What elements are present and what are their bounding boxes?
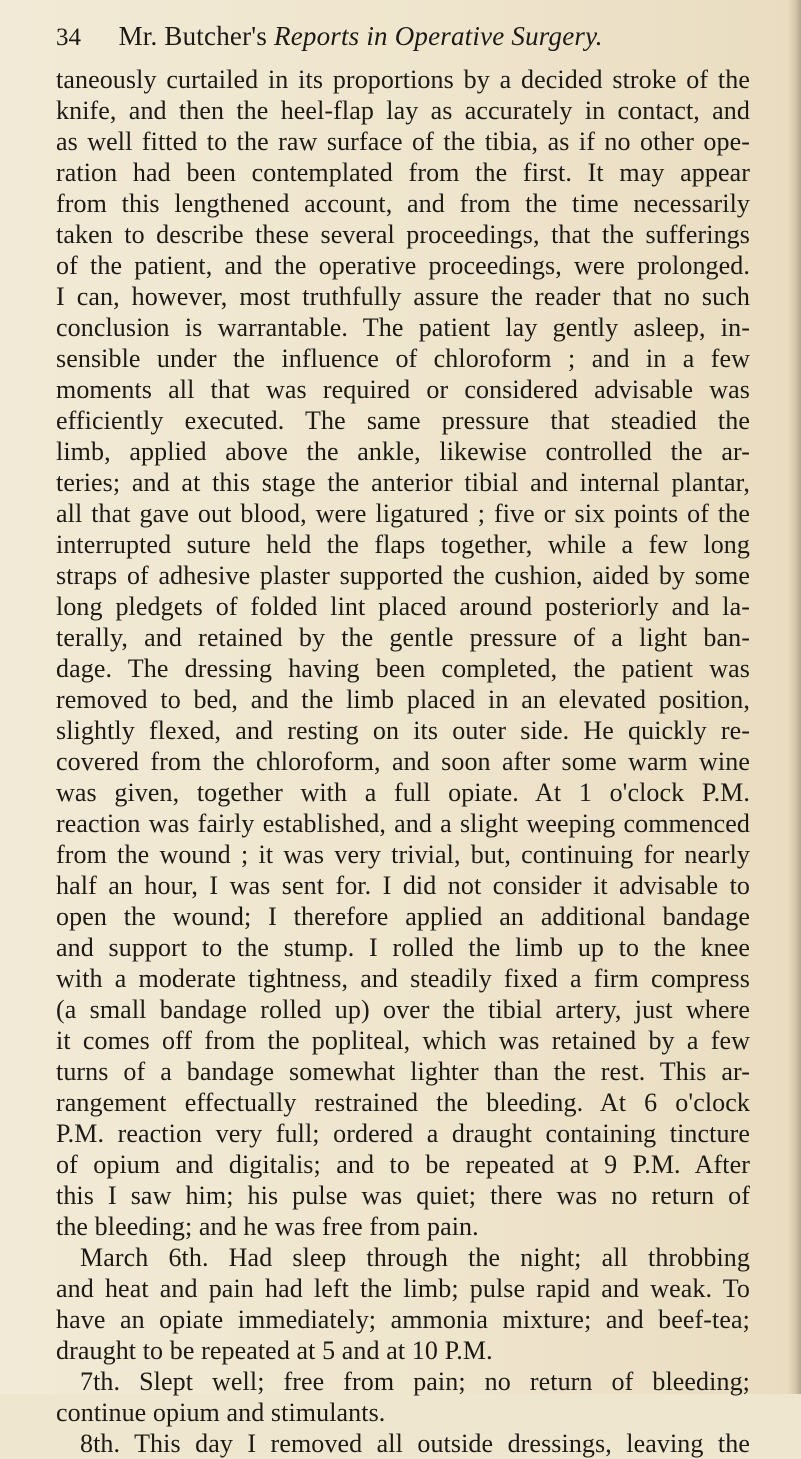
running-title [119, 21, 603, 51]
page-edge-shadow [787, 0, 801, 1394]
text-line: as well fitted to the raw surface of the tibia, as if no other ope- [56, 127, 750, 156]
text-line: taneously curtailed in its proportions by a decided stroke of the [56, 65, 750, 94]
text-line: interrupted suture held the flaps together, while a few long [56, 530, 750, 559]
text-line: efficiently executed. The same pressure that steadied the [56, 406, 750, 435]
running-header [56, 14, 761, 58]
text-line: ration had been contemplated from the first. It may appear [56, 158, 750, 187]
text-line: reaction was fairly established, and a slight weeping commenced [56, 809, 750, 838]
text-line: from the wound ; it was very trivial, but, continuing for nearly [56, 840, 750, 869]
text-line: teries; and at this stage the anterior tibial and internal plantar, [56, 468, 750, 497]
text-line: sensible under the influence of chloroform ; and in a few [56, 344, 750, 373]
text-line: and heat and pain had left the limb; pulse rapid and weak. To [56, 1274, 750, 1303]
text-line: covered from the chloroform, and soon after some warm wine [56, 747, 750, 776]
text-line: moments all that was required or considered advisable was [56, 375, 750, 404]
text-line: long pledgets of folded lint placed around posteriorly and la- [56, 592, 750, 621]
text-line: it comes off from the popliteal, which was retained by a few [56, 1026, 750, 1055]
text-line: I can, however, most truthfully assure the reader that no such [56, 282, 750, 311]
body-text [56, 64, 750, 1459]
text-line: continue opium and stimulants. [56, 1398, 386, 1427]
text-line: draught to be repeated at 5 and at 10 P.M. [56, 1336, 493, 1365]
text-line: the bleeding; and he was free from pain. [56, 1212, 479, 1241]
text-line: P.M. reaction very full; ordered a draught containing tincture [56, 1119, 750, 1148]
text-line: (a small bandage rolled up) over the tibial artery, just where [56, 995, 750, 1024]
text-line: March 6th. Had sleep through the night; all throbbing [80, 1243, 750, 1272]
text-line: turns of a bandage somewhat lighter than the rest. This ar- [56, 1057, 750, 1086]
text-line: 8th. This day I removed all outside dressings, leaving the [80, 1429, 750, 1458]
text-line: slightly flexed, and resting on its outer side. He quickly re- [56, 716, 750, 745]
text-line: straps of adhesive plaster supported the cushion, aided by some [56, 561, 750, 590]
text-line: rangement effectually restrained the bleeding. At 6 o'clock [56, 1088, 750, 1117]
text-line: terally, and retained by the gentle pressure of a light ban- [56, 623, 750, 652]
running-title-author: Mr. Butcher's [118, 21, 268, 51]
text-line: of the patient, and the operative proceedings, were prolonged. [56, 251, 750, 280]
text-line: from this lengthened account, and from the time necessarily [56, 189, 750, 218]
text-line: knife, and then the heel-flap lay as accurately in contact, and [56, 96, 750, 125]
text-line: was given, together with a full opiate. At 1 o'clock P.M. [56, 778, 750, 807]
text-line: dage. The dressing having been completed, the patient was [56, 654, 750, 683]
running-title-work: Reports in Operative Surgery. [274, 21, 603, 51]
text-line: this I saw him; his pulse was quiet; there was no return of [56, 1181, 750, 1210]
text-line: taken to describe these several proceedings, that the sufferings [56, 220, 750, 249]
text-line: have an opiate immediately; ammonia mixture; and beef-tea; [56, 1305, 750, 1334]
text-line: 7th. Slept well; free from pain; no return of bleeding; [80, 1367, 750, 1396]
text-line: open the wound; I therefore applied an additional bandage [56, 902, 750, 931]
text-line: all that gave out blood, were ligatured ; five or six points of the [56, 499, 750, 528]
text-line: removed to bed, and the limb placed in an elevated position, [56, 685, 750, 714]
text-line: of opium and digitalis; and to be repeated at 9 P.M. After [56, 1150, 750, 1179]
text-line: half an hour, I was sent for. I did not consider it advisable to [56, 871, 750, 900]
text-line: with a moderate tightness, and steadily fixed a firm compress [56, 964, 750, 993]
text-line: and support to the stump. I rolled the limb up to the knee [56, 933, 750, 962]
page-number: 34 [56, 24, 81, 51]
text-line: limb, applied above the ankle, likewise controlled the ar- [56, 437, 750, 466]
text-line: conclusion is warrantable. The patient lay gently asleep, in- [56, 313, 750, 342]
